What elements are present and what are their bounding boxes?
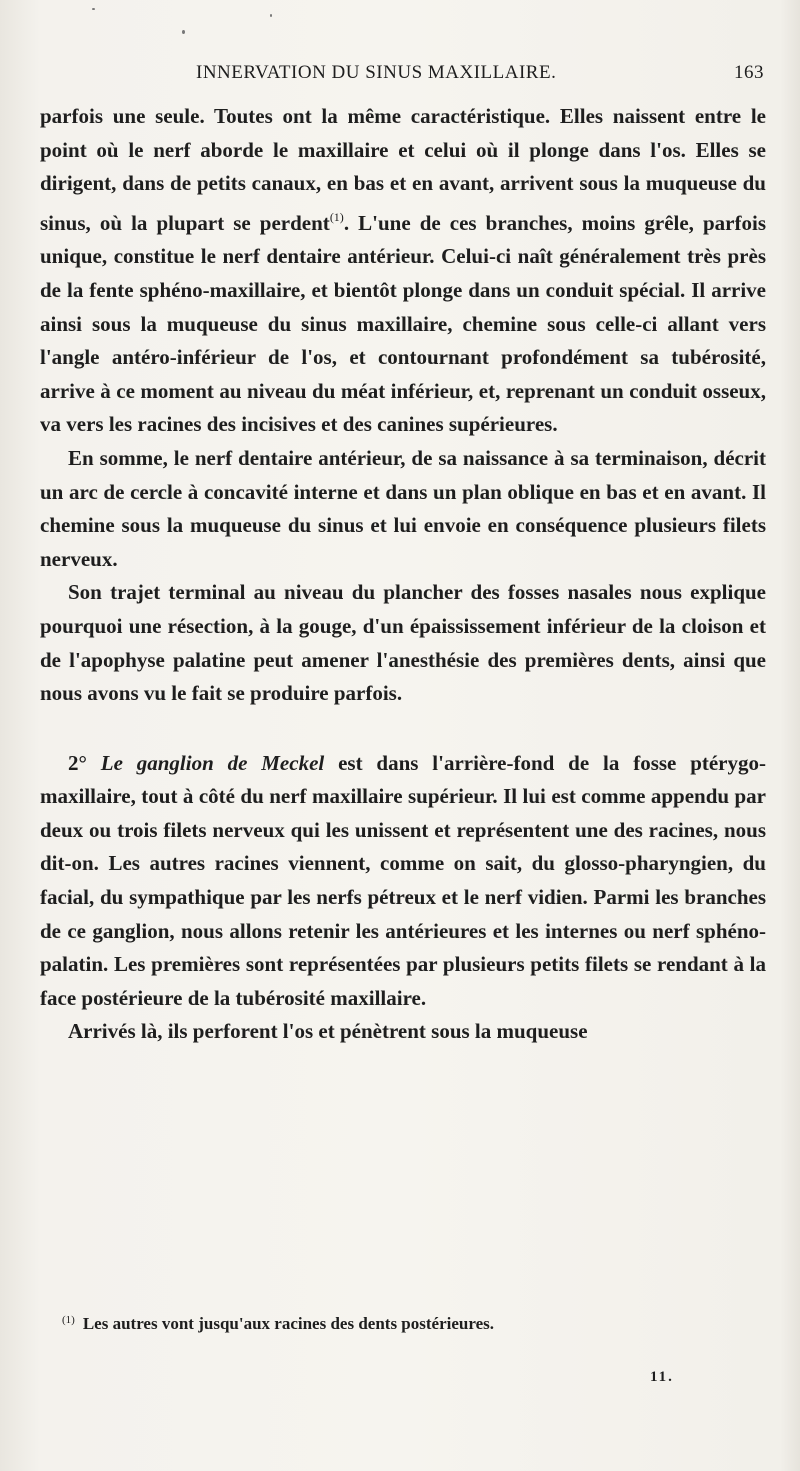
section-number: 2° [68, 750, 87, 775]
print-speck [92, 8, 95, 10]
footnote-reference: (1) [329, 209, 344, 224]
body-text [40, 100, 766, 1049]
paragraph-1 [40, 100, 766, 442]
footnote [62, 1314, 762, 1334]
page-header [0, 62, 800, 92]
print-speck [182, 30, 185, 34]
paragraph-1-text-b: . L'une de ces branches, moins grêle, parfois unique, constitue le nerf dentaire antérieur. Celui-ci naît généralement très près de la fente sphéno-maxillaire, et bientôt plonge dans un conduit spécial. Il arrive ainsi sous la muqueuse du sinus maxillaire, chemine sous celle-ci allant vers l'angle antéro-inférieur de l'os, et contournant profondément sa tubérosité, arrive à ce moment au niveau du méat inférieur, et, reprenant un conduit osseux, va vers les racines des incisives et des canines supérieures. [40, 210, 767, 437]
running-title: INNERVATION DU SINUS MAXILLAIRE. [196, 62, 557, 83]
footnote-text: Les autres vont jusqu'aux racines des dents postérieures. [82, 1314, 494, 1333]
print-speck [270, 14, 272, 17]
paragraph-5: Arrivés là, ils perforent l'os et pénètrent sous la muqueuse [68, 1019, 588, 1044]
signature-mark: 11. [650, 1369, 674, 1385]
paragraph-1-text-a: parfois une seule. Toutes ont la même caractéristique. Elles naissent entre le point où le nerf aborde le maxillaire et celui où il plonge dans l'os. Elles se dirigent, dans de petits canaux, en bas et en avant, arrivent sous la muqueuse du sinus, où la plupart se perdent [40, 104, 766, 235]
paragraph-3: Son trajet terminal au niveau du plancher des fosses nasales nous explique pourquoi une résection, à la gouge, d'un épaississement inférieur de la cloison et de l'apophyse palatine peut amener l'anesthésie des premières dents, ainsi que nous avons vu le fait se produire parfois. [40, 580, 766, 706]
section-title: Le ganglion de Meckel [100, 750, 325, 775]
section-gap [40, 711, 766, 747]
paragraph-4-text: est dans l'arrière-fond de la fosse ptérygo-maxillaire, tout à côté du nerf maxillaire supérieur. Il lui est comme appendu par deux ou trois filets nerveux qui les unissent et représentent une des racines, nous dit-on. Les autres racines viennent, comme on sait, du glosso-pharyngien, du facial, du sympathique par les nerfs pétreux et le nerf vidien. Parmi les branches de ce ganglion, nous allons retenir les antérieures et les internes ou nerf sphéno-palatin. Les premières sont représentées par plusieurs petits filets se rendant à la face postérieure de la tubérosité maxillaire. [40, 750, 767, 1010]
paragraph-4 [40, 747, 766, 1016]
page-number: 163 [734, 62, 764, 83]
paragraph-2: En somme, le nerf dentaire antérieur, de sa naissance à sa terminaison, décrit un arc de cercle à concavité interne et dans un plan oblique en bas et en avant. Il chemine sous la muqueuse du sinus et lui envoie en conséquence plusieurs filets nerveux. [40, 445, 766, 571]
footnote-marker: (1) [62, 1314, 75, 1326]
